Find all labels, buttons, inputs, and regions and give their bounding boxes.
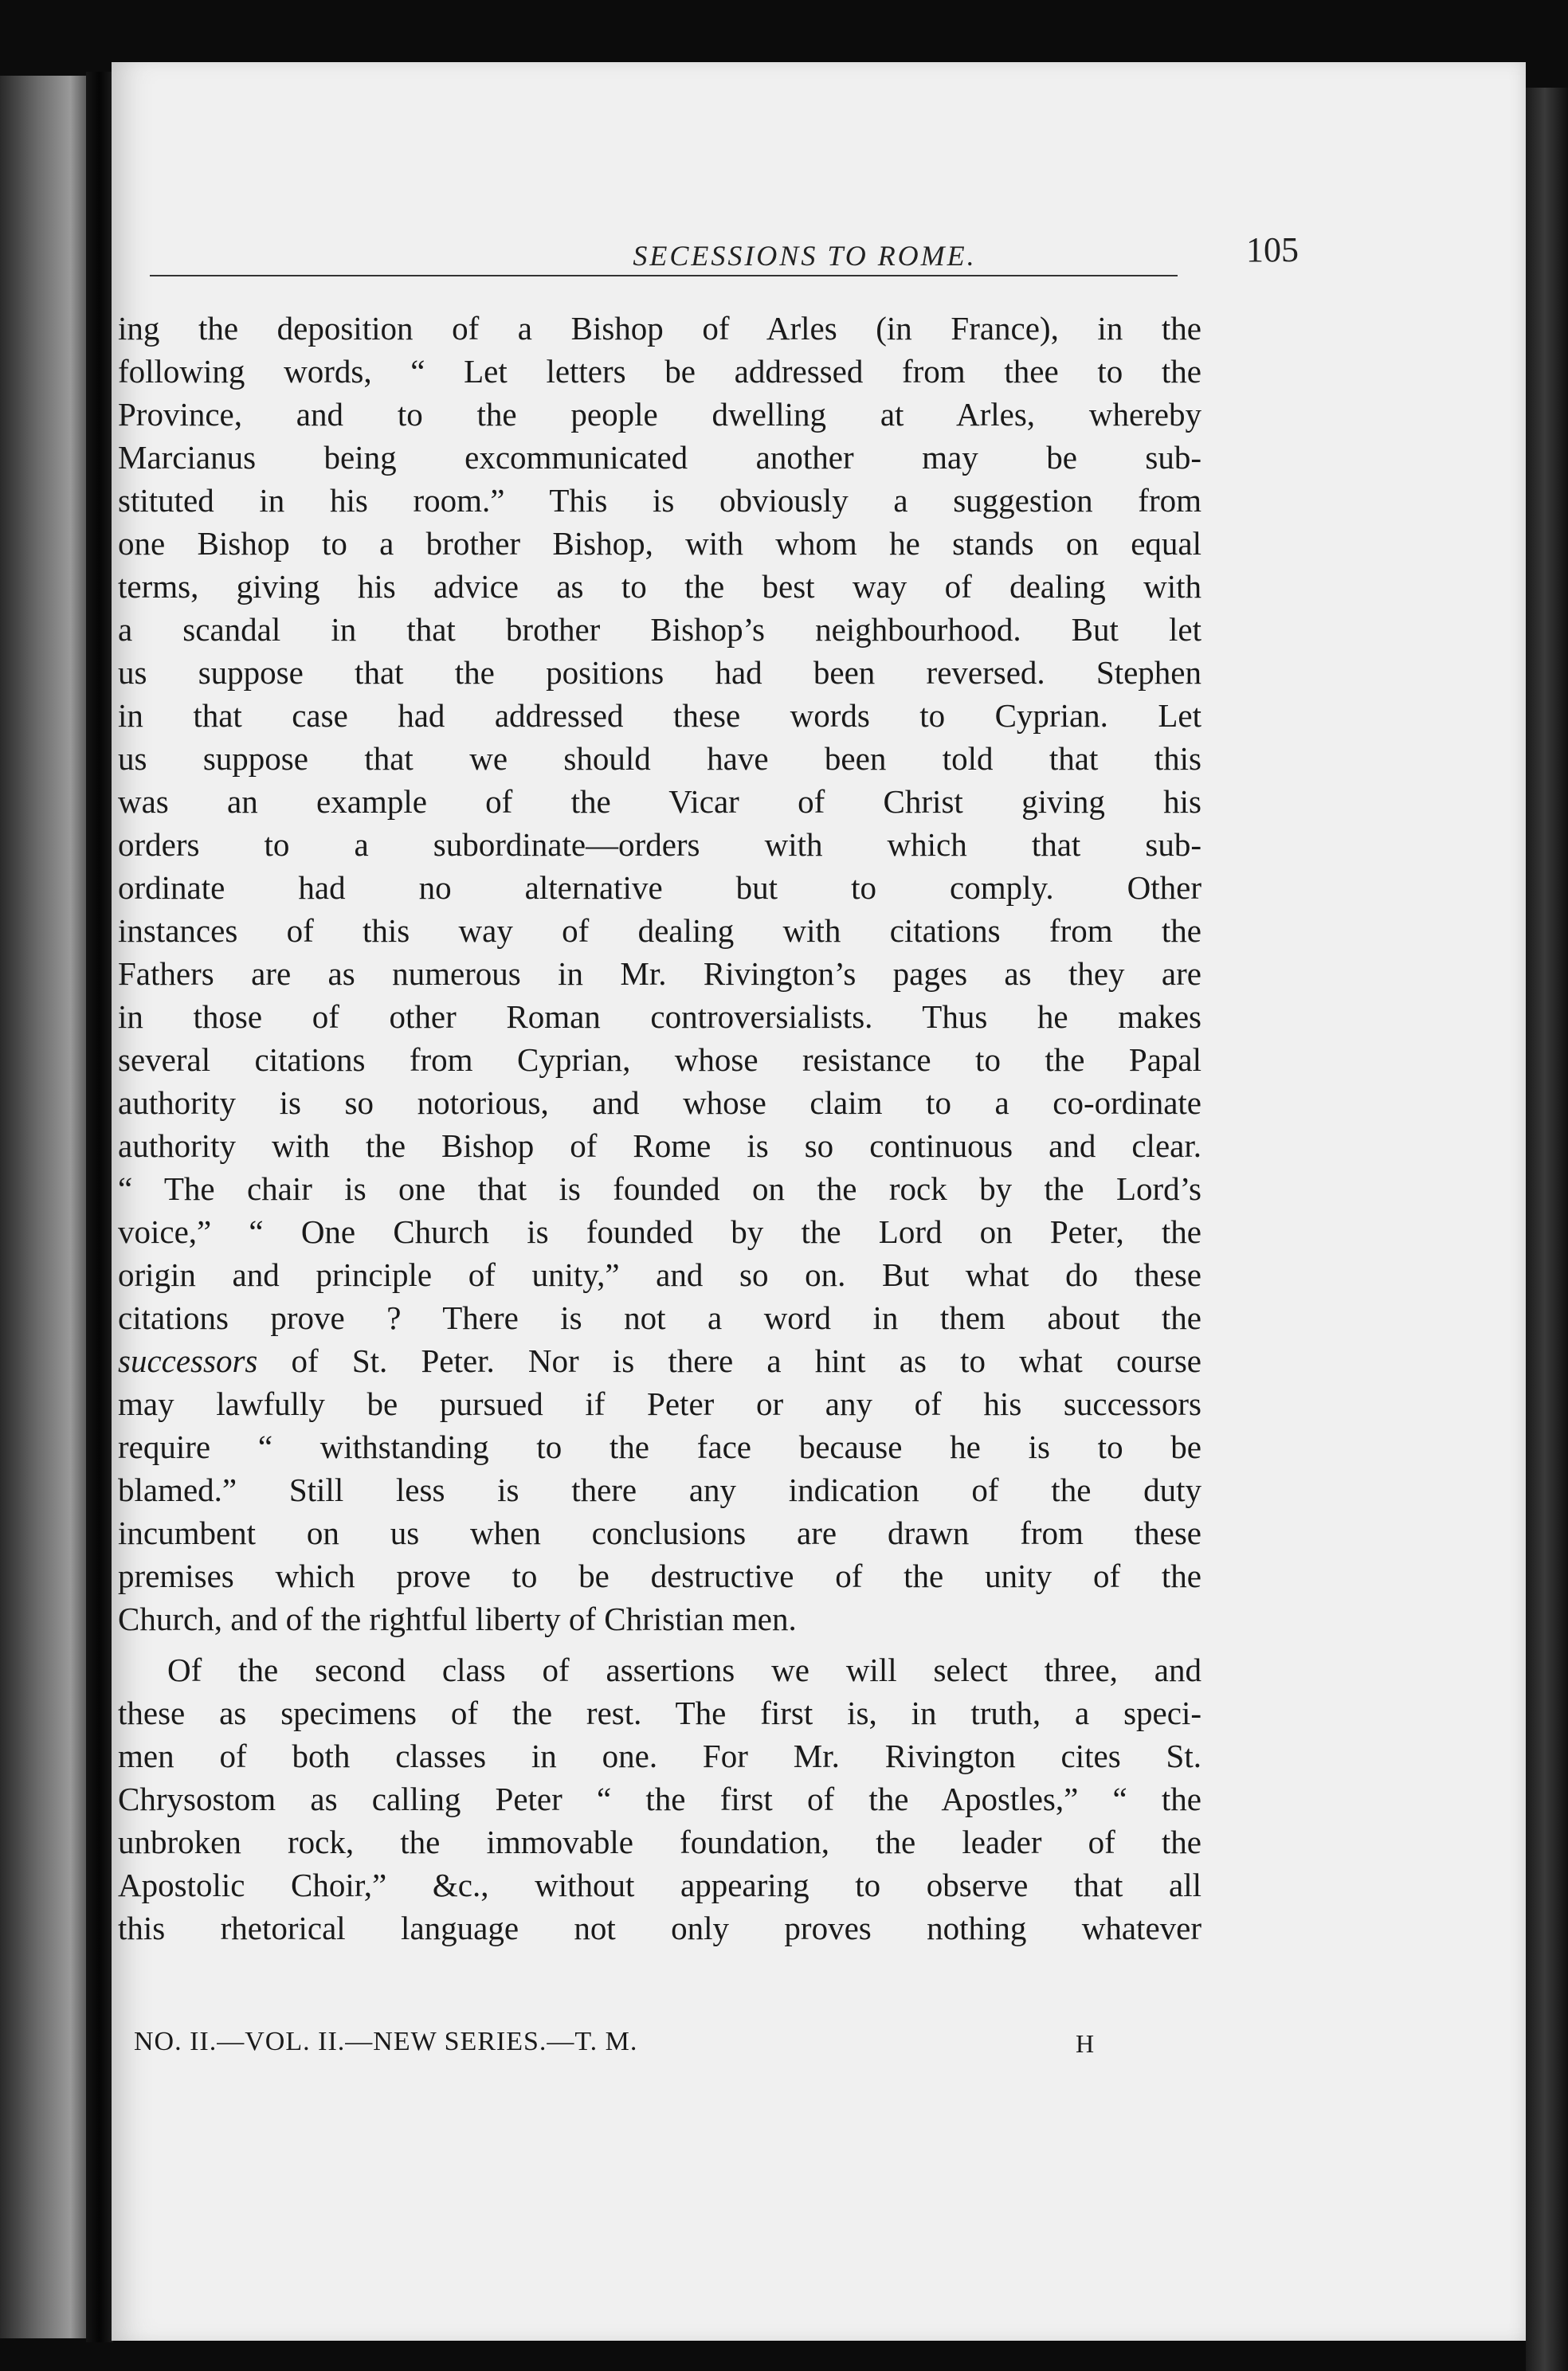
text-line: authority with the Bishop of Rome is so continuous and clear. — [118, 1127, 1201, 1164]
text-line: following words, “ Let letters be addressed from thee to the — [118, 353, 1201, 390]
text-line: one Bishop to a brother Bishop, with whom he stands on equal — [118, 525, 1201, 562]
text-line: citations prove ? There is not a word in them about the — [118, 1299, 1201, 1336]
text-line: a scandal in that brother Bishop’s neighbourhood. But let — [118, 611, 1201, 648]
text-line: in that case had addressed these words to Cyprian. Let — [118, 697, 1201, 734]
text-line: in those of other Roman controversialists. Thus he makes — [118, 998, 1201, 1035]
signature-line: NO. II.—VOL. II.—NEW SERIES.—T. M. — [134, 2027, 638, 2056]
page-number: 105 — [1246, 230, 1299, 269]
text-line: terms, giving his advice as to the best way of dealing with — [118, 568, 1201, 605]
running-title: SECESSIONS TO ROME. — [633, 240, 977, 272]
body-text — [118, 307, 1201, 1950]
book-gutter — [86, 72, 113, 2342]
text-line: was an example of the Vicar of Christ giving his — [118, 783, 1201, 820]
text-line: origin and principle of unity,” and so on. But what do these — [118, 1256, 1201, 1293]
text-line: this rhetorical language not only proves nothing whatever — [118, 1910, 1201, 1946]
page-stack-edge — [1526, 88, 1568, 2371]
text-line: instances of this way of dealing with citations from the — [118, 912, 1201, 949]
text-line: Fathers are as numerous in Mr. Rivington’s pages as they are — [118, 955, 1201, 992]
text-line: ing the deposition of a Bishop of Arles (in France), in the — [118, 310, 1201, 347]
text-line: unbroken rock, the immovable foundation, the leader of the — [118, 1824, 1201, 1860]
text-line: men of both classes in one. For Mr. Rivington cites St. — [118, 1738, 1201, 1774]
text-line: blamed.” Still less is there any indication of the duty — [118, 1472, 1201, 1508]
paragraph-end-line: Church, and of the rightful liberty of Christian men. — [118, 1601, 797, 1637]
paragraph-start-line: Of the second class of assertions we will select three, and — [167, 1652, 1201, 1688]
text-line: may lawfully be pursued if Peter or any of his successors — [118, 1385, 1201, 1422]
text-line: require “ withstanding to the face because he is to be — [118, 1428, 1201, 1465]
text-line — [118, 1339, 1201, 1382]
italic-successors: successors — [118, 1342, 258, 1379]
text-line: Apostolic Choir,” &c., without appearing to observe that all — [118, 1867, 1201, 1903]
text-line: us suppose that the positions had been reversed. Stephen — [118, 654, 1201, 691]
text-line: voice,” “ One Church is founded by the Lord on Peter, the — [118, 1213, 1201, 1250]
text-line: Chrysostom as calling Peter “ the first of the Apostles,” “ the — [118, 1781, 1201, 1817]
text-line-rest: of St. Peter. Nor is there a hint as to what course — [257, 1342, 1201, 1379]
header-rule — [150, 275, 1178, 276]
text-line: “ The chair is one that is founded on the rock by the Lord’s — [118, 1170, 1201, 1207]
text-line: Marcianus being excommunicated another may be sub- — [118, 439, 1201, 476]
text-line: orders to a subordinate—orders with which that sub- — [118, 826, 1201, 863]
text-line: stituted in his room.” This is obviously a suggestion from — [118, 482, 1201, 519]
text-line: Province, and to the people dwelling at Arles, whereby — [118, 396, 1201, 433]
text-line: these as specimens of the rest. The first is, in truth, a speci- — [118, 1695, 1201, 1731]
text-line: incumbent on us when conclusions are drawn from these — [118, 1515, 1201, 1551]
text-line: us suppose that we should have been told that this — [118, 740, 1201, 777]
text-line: ordinate had no alternative but to comply. Other — [118, 869, 1201, 906]
signature-mark: H — [1076, 2029, 1095, 2058]
text-line: several citations from Cyprian, whose resistance to the Papal — [118, 1041, 1201, 1078]
facing-page-edge — [0, 76, 94, 2338]
text-line: authority is so notorious, and whose claim to a co-ordinate — [118, 1084, 1201, 1121]
text-line: premises which prove to be destructive of the unity of the — [118, 1558, 1201, 1594]
